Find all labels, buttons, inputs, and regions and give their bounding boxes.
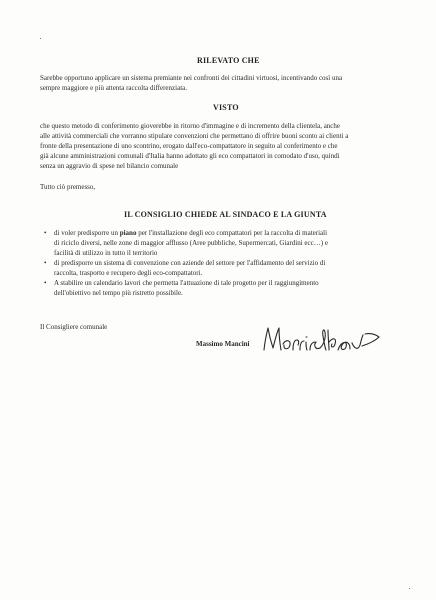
heading-rilevato-che: RILEVATO CHE [197,56,260,65]
scan-speck [409,588,410,589]
bullet-icon: • [44,279,47,287]
list-item [42,228,422,258]
paragraph-visto [40,121,430,171]
list-item-line: raccolta, trasporto e recupero degli eco-compattatori. [54,269,203,277]
paragraph-line: alle attività commerciali che vorranno stipulare convenzioni che permettano di offrire buoni sconto ai clienti a [40,132,349,140]
handwritten-signature [262,322,384,362]
premesso-text: Tutto ciò premesso, [40,183,96,191]
list-item-text: per l'installazione degli eco compattatori per la raccolta di materiali [136,229,328,237]
list-item-text: di voler predisporre un [54,229,120,237]
bullet-icon: • [44,259,47,267]
list-item [42,278,422,298]
list-item-emphasis: piano [119,229,137,237]
request-list [42,228,422,298]
heading-consiglio-chiede: IL CONSIGLIO CHIEDE AL SINDACO E LA GIUNTA [124,210,327,219]
paragraph-rilevato [40,73,430,93]
paragraph-line: sempre maggiore e più attenta raccolta differenziata. [40,84,187,92]
paragraph-line: fronte della presentazione di uno scontrino, erogato dall'eco-compattatore in seguito al conferimento e che [40,142,338,150]
scan-speck [40,38,41,39]
list-item-line: facilità di utilizzo in tutto il territorio [54,249,158,257]
list-item-line: dell'obiettivo nel tempo più ristretto possibile. [54,289,183,297]
signer-name: Massimo Mancini [196,340,250,348]
list-item-line: di predisporre un sistema di convenzione con aziende del settore per l'affidamento del servizio di [54,259,326,267]
paragraph-line: che questo metodo di conferimento gioverebbe in ritorno d'immagine e di incremento della clientela, anche [40,122,341,130]
paragraph-line: senza un aggravio di spese nel bilancio comunale [40,162,179,170]
list-item [42,258,422,278]
paragraph-line: Sarebbe opportuno applicare un sistema premiante nei confronti dei cittadini virtuosi, incentivando così una [40,74,343,82]
paragraph-line: già alcune amministrazioni comunali d'Italia hanno adottato gli eco compattatori in comodato d'uso, quindi [40,152,340,160]
list-item-line: di riciclo diversi, nelle zone di maggior afflusso (Aree pubbliche, Supermercati, Giardini ecc…) e [54,239,328,247]
bullet-icon: • [44,229,47,237]
consigliere-label: Il Consigliere comunale [40,323,108,331]
list-item-line: A stabilire un calendario lavori che permetta l'attuazione di tale progetto per il raggiungimento [54,279,319,287]
heading-visto: VISTO [213,103,239,112]
list-item-line [54,228,422,238]
